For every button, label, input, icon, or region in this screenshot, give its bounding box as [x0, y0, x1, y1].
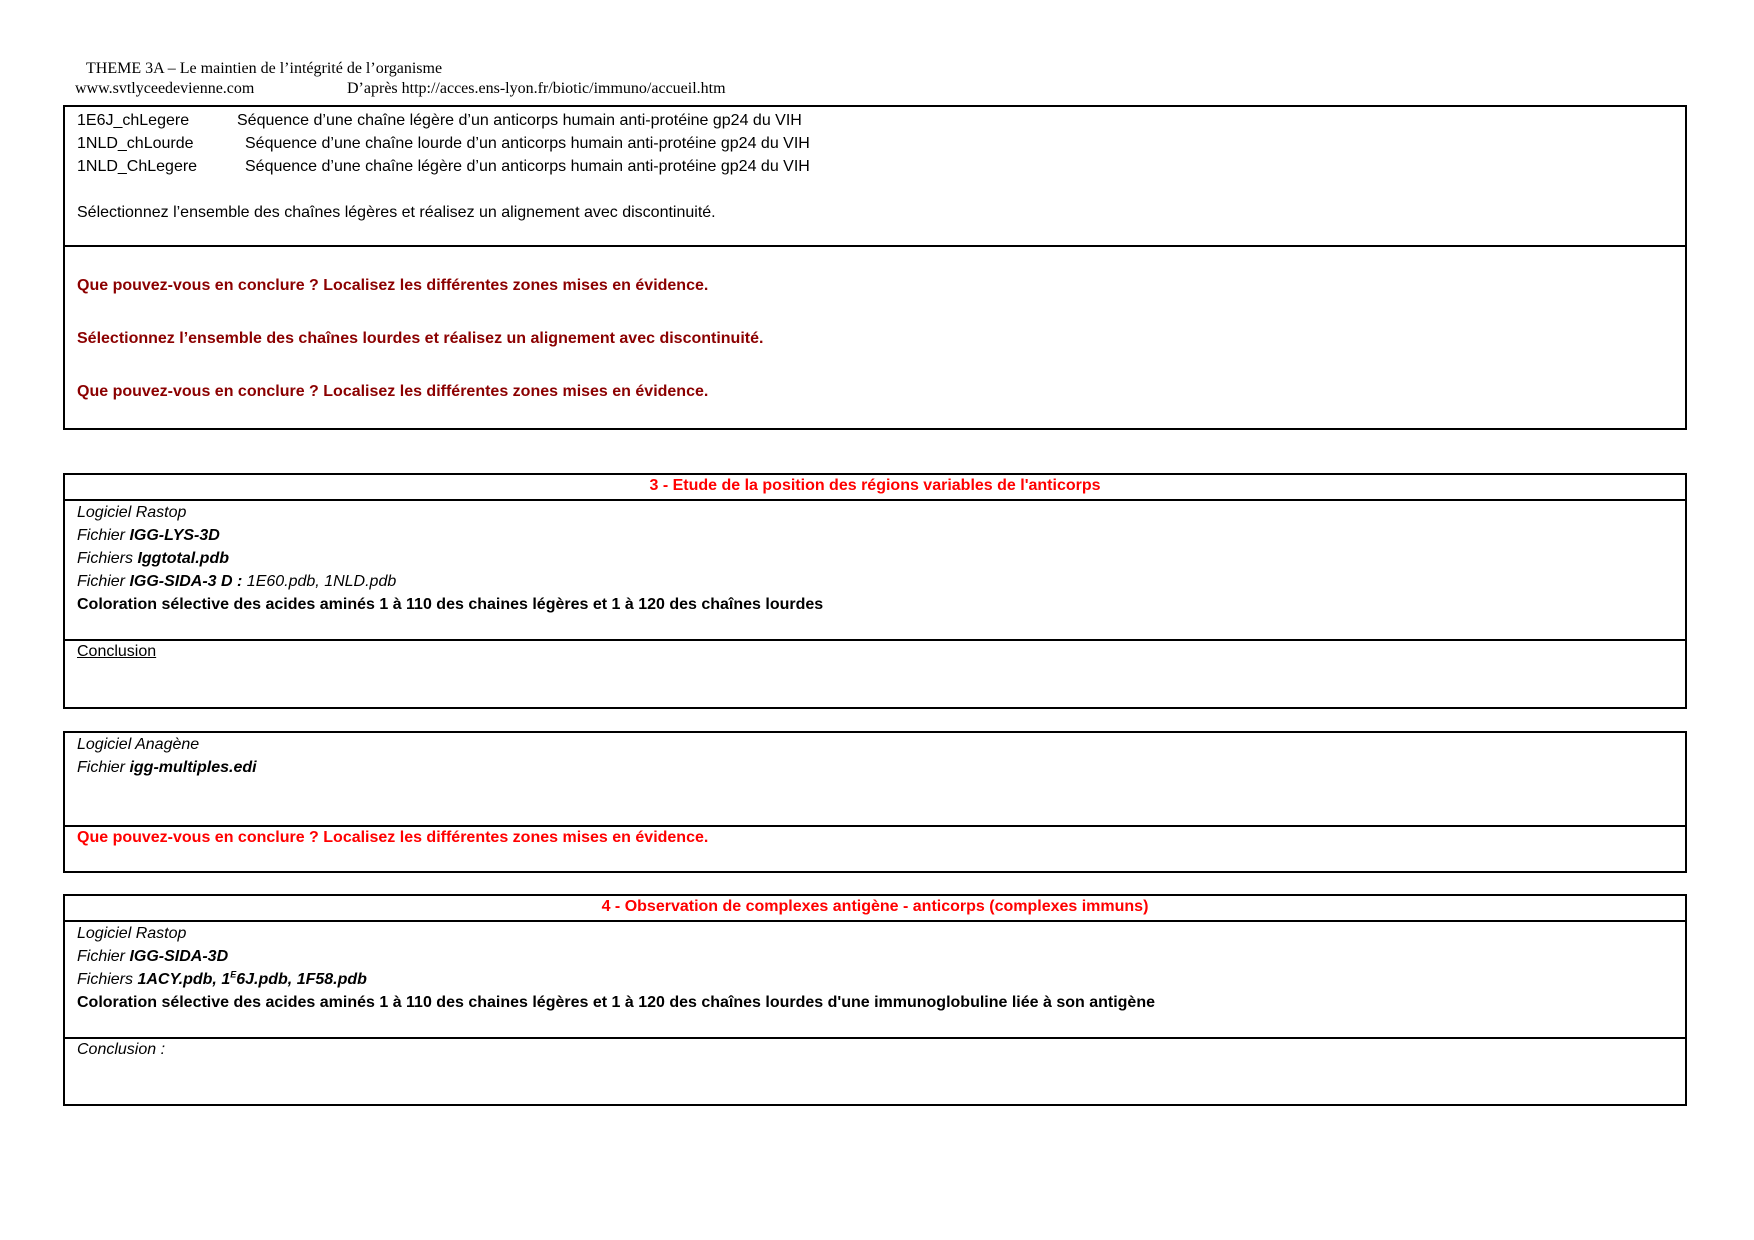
sequence-desc: Séquence d’une chaîne légère d’un anticorps humain anti-protéine gp24 du VIH [245, 158, 810, 175]
file-line: Fichier igg-multiples.edi [77, 759, 257, 776]
coloration-instruction: Coloration sélective des acides aminés 1 à 110 des chaines légères et 1 à 120 des chaînes lourdes d'une immunoglobuline liée à son antigène [77, 994, 1155, 1011]
file-line: Fichiers 1ACY.pdb, $1^E6J.pdb$, 1F58.pdb [77, 969, 367, 988]
anagene-box [63, 731, 1687, 873]
file-name: 1ACY.pdb, $1^E6J.pdb$, 1F58.pdb [137, 969, 367, 988]
software-name: Logiciel Rastop [77, 925, 187, 942]
sequence-name: 1NLD_chLourde [77, 135, 194, 152]
question: Que pouvez-vous en conclure ? Localisez les différentes zones mises en évidence. [77, 829, 709, 846]
section-4-box [63, 894, 1687, 1106]
sequence-row [77, 134, 810, 154]
file-line: Fichier IGG-SIDA-3 D : 1E60.pdb, 1NLD.pdb [77, 573, 397, 590]
sequence-desc: Séquence d’une chaîne lourde d’un anticorps humain anti-protéine gp24 du VIH [245, 135, 810, 152]
section-3-box [63, 473, 1687, 709]
file-line: Fichier IGG-SIDA-3D [77, 948, 229, 965]
file-name: Iggtotal.pdb [137, 550, 229, 567]
conclusion-label: Conclusion [77, 643, 157, 660]
section-3-content [65, 499, 1685, 639]
file-line: Fichier IGG-LYS-3D [77, 527, 220, 544]
instruction-light-chains: Sélectionnez l’ensemble des chaînes légères et réalisez un alignement avec discontinuité. [77, 204, 716, 221]
source-url[interactable]: D’après http://acces.ens-lyon.fr/biotic/immuno/accueil.htm [347, 80, 726, 97]
section-3-title: 3 - Etude de la position des régions variables de l'anticorps [649, 477, 1101, 494]
instruction-heavy-chains: Sélectionnez l’ensemble des chaînes lourdes et réalisez un alignement avec discontinuité. [77, 330, 764, 347]
sequence-desc: Séquence d’une chaîne légère d’un anticorps humain anti-protéine gp24 du VIH [237, 112, 802, 129]
anagene-content [65, 733, 1685, 825]
questions-cell [65, 245, 1685, 428]
sequence-name: 1NLD_ChLegere [77, 158, 198, 175]
file-line: Fichiers Iggtotal.pdb [77, 550, 229, 567]
anagene-question-cell [65, 825, 1685, 871]
file-name: IGG-SIDA-3 D : [129, 573, 243, 590]
conclusion-cell [65, 1037, 1685, 1104]
sequence-list-cell [65, 107, 1685, 245]
question-light: Que pouvez-vous en conclure ? Localisez les différentes zones mises en évidence. [77, 277, 709, 294]
file-name: IGG-SIDA-3D [129, 948, 229, 965]
question-heavy: Que pouvez-vous en conclure ? Localisez les différentes zones mises en évidence. [77, 383, 709, 400]
sequence-row [77, 111, 802, 131]
page-header [0, 0, 1754, 100]
software-name: Logiciel Anagène [77, 736, 200, 753]
file-name: IGG-LYS-3D [129, 527, 220, 544]
sequence-name: 1E6J_chLegere [77, 112, 190, 129]
software-name: Logiciel Rastop [77, 504, 187, 521]
conclusion-cell [65, 639, 1685, 707]
coloration-instruction: Coloration sélective des acides aminés 1 à 110 des chaines légères et 1 à 120 des chaînes lourdes [77, 596, 824, 613]
file-name: igg-multiples.edi [129, 759, 257, 776]
theme-title: THEME 3A – Le maintien de l’intégrité de l’organisme [86, 60, 443, 77]
site-url[interactable]: www.svtlyceedevienne.com [75, 80, 255, 97]
section-4-content [65, 920, 1685, 1037]
conclusion-label: Conclusion : [77, 1041, 166, 1058]
alignment-box [63, 105, 1687, 430]
section-4-title: 4 - Observation de complexes antigène - anticorps (complexes immuns) [601, 898, 1149, 915]
sequence-row [77, 157, 810, 177]
